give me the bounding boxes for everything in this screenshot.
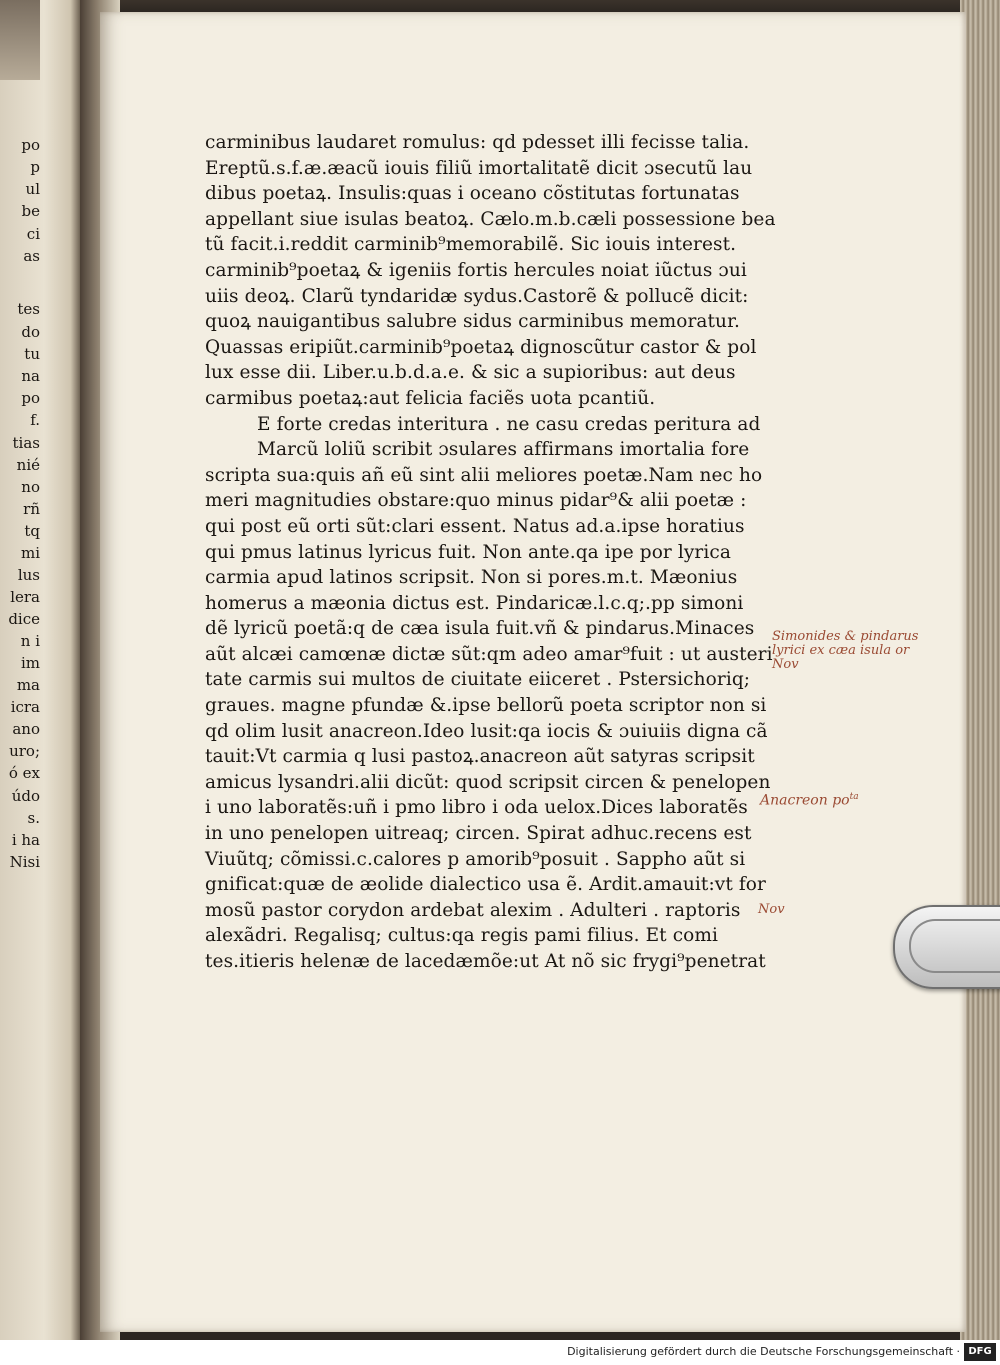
text-line: amicus lysandri.alii dicũt: quod scripsit circen & penelopen	[205, 771, 771, 793]
text-line: carmia apud latinos scripsit. Non si pores.m.t. Mæonius	[205, 567, 738, 589]
marginal-note-line: Nov	[772, 657, 799, 672]
text-line: Marcũ loliũ scribit ɔsulares affirmans imortalia fore	[257, 439, 750, 461]
text-line: i uno laboratẽs:uñ i pmo libro i oda uelox.Dices laboratẽs	[205, 797, 748, 819]
left-page-fragment: s.	[27, 809, 40, 827]
left-page-fragment: po	[21, 389, 40, 407]
main-text-block	[205, 130, 785, 975]
text-line: Viuũtq; cõmissi.c.calores p amorib⁹posuit . Sappho aũt si	[205, 848, 746, 870]
left-page-fragment: as	[23, 247, 40, 265]
left-page-fragment: ul	[25, 180, 40, 198]
left-page-fragment: Nisi	[9, 853, 40, 871]
left-page-fragment: ano	[12, 720, 40, 738]
left-page-fragment: lera	[10, 588, 40, 606]
text-line: carmibus poetaꝝ:aut felicia faciẽs uota pcantiũ.	[205, 387, 656, 409]
marginal-note-line: lyrici ex cæa isula or	[772, 643, 910, 658]
left-page-fragment: na	[21, 367, 40, 385]
dfg-logo: DFG	[964, 1343, 996, 1361]
text-line: carminib⁹poetaꝝ & igeniis fortis hercules noiat iũctus ɔui	[205, 259, 747, 281]
left-page-fragment: lus	[17, 566, 40, 584]
text-line: mosũ pastor corydon ardebat alexim . Adulteri . raptoris	[205, 899, 741, 921]
text-line: aũt alcæi camœnæ dictæ sũt:qm adeo amar⁹fuit : ut austeri	[205, 643, 773, 665]
marginal-note-anacreon	[760, 790, 859, 808]
text-line: tauit:Vt carmia q lusi pastoꝝ.anacreon aũt satyras scripsit	[205, 746, 755, 768]
left-page-fragment: mi	[20, 544, 40, 562]
left-page-fragment: p	[30, 158, 40, 176]
footer-credit: Digitalisierung gefördert durch die Deutsche Forschungsgemeinschaft ·	[567, 1345, 960, 1358]
page-clip	[893, 905, 1000, 989]
text-line: appellant siue isulas beatoꝝ. Cælo.m.b.cæli possessione bea	[205, 208, 776, 230]
text-line: qd olim lusit anacreon.Ideo lusit:qa iocis & ɔuiuiis digna cã	[205, 720, 768, 742]
text-line: tes.itieris helenæ de lacedæmõe:ut At nõ sic frygi⁹penetrat	[205, 951, 766, 972]
left-page-fragment: do	[21, 323, 40, 341]
text-line: E forte credas interitura . ne casu credas peritura ad	[257, 413, 761, 435]
text-line: uiis deoꝝ. Clarũ tyndaridæ sydus.Castorẽ & pollucẽ dicit:	[205, 285, 749, 307]
left-page-fragment: ci	[26, 225, 40, 243]
text-line: dibus poetaꝝ. Insulis:quas i oceano cõstitutas fortunatas	[205, 183, 740, 205]
marginal-note-simonides	[772, 630, 918, 672]
page-edges	[960, 0, 1000, 1340]
left-page-fragment: údo	[11, 787, 40, 805]
text-line: meri magnitudies obstare:quo minus pidar⁹& alii poetæ :	[205, 490, 747, 512]
left-page-fragment: rñ	[23, 500, 40, 518]
left-page-fragment: icra	[10, 698, 40, 716]
text-line: carminibus laudaret romulus: qd pdesset illi fecisse talia.	[205, 132, 750, 153]
left-page-fragment: n i	[20, 632, 40, 650]
text-line: tũ facit.i.reddit carminib⁹memorabilẽ. Sic iouis interest.	[205, 234, 737, 256]
text-line: gnificat:quæ de æolide dialectico usa ẽ. Ardit.amauit:vt for	[205, 874, 766, 896]
marginal-note-text: Anacreon po	[760, 792, 850, 809]
marginal-note-superscript: ta	[849, 792, 859, 802]
text-line: graues. magne pfundæ &.ipse bellorũ poeta scriptor non si	[205, 695, 767, 717]
left-page-fragment: po	[21, 136, 40, 154]
left-page-fragment: tq	[24, 522, 40, 540]
text-line: in uno penelopen uitreaq; circen. Spirat adhuc.recens est	[205, 823, 752, 845]
left-page-fragment: f.	[30, 411, 40, 429]
left-page-fragment: uro;	[9, 742, 40, 760]
text-line: Ereptũ.s.f.æ.æacũ iouis filiũ imortalitatẽ dicit ɔsecutũ lau	[205, 157, 753, 179]
left-page-fragment: be	[21, 202, 40, 220]
left-page-fragment: dice	[8, 610, 40, 628]
text-line: scripta sua:quis añ eũ sint alii meliores poetæ.Nam nec ho	[205, 464, 763, 486]
left-page-fragment: tias	[12, 434, 40, 452]
left-page-corner	[0, 0, 40, 80]
left-page-fragment: i ha	[11, 831, 40, 849]
text-line: qui post eũ orti sũt:clari essent. Natus ad.a.ipse horatius	[205, 515, 745, 537]
text-line: dẽ lyricũ poetã:q de cæa isula fuit.vñ & pindarus.Minaces	[205, 618, 755, 640]
left-page-fragment: nié	[16, 456, 40, 474]
text-line: lux esse dii. Liber.u.b.d.a.e. & sic a supioribus: aut deus	[205, 362, 736, 384]
page-clip-inner	[909, 919, 1000, 973]
text-line: alexãdri. Regalisq; cultus:qa regis pami filius. Et comi	[205, 925, 719, 947]
marginal-note-line: Simonides & pindarus	[772, 629, 919, 644]
text-line: qui pmus latinus lyricus fuit. Non ante.qa ipe por lyrica	[205, 541, 731, 563]
marginal-note-nov: Nov	[758, 902, 785, 917]
left-page-fragment: no	[21, 478, 40, 496]
text-line: tate carmis sui multos de ciuitate eiiceret . Pstersichoriq;	[205, 669, 751, 691]
left-page-fragment: tes	[17, 300, 40, 318]
text-line: Quassas eripiũt.carminib⁹poetaꝝ dignoscũtur castor & pol	[205, 336, 757, 358]
text-line: homerus a mæonia dictus est. Pindaricæ.l.c.q;.pp simoni	[205, 592, 744, 614]
text-line: quoꝝ nauigantibus salubre sidus carminibus memoratur.	[205, 311, 740, 333]
left-page-fragment: ó ex	[8, 764, 40, 782]
footer-bar	[0, 1340, 1000, 1365]
left-page-fragment: tu	[24, 345, 40, 363]
left-page-fragment: im	[20, 654, 40, 672]
left-page-fragment: ma	[16, 676, 40, 694]
